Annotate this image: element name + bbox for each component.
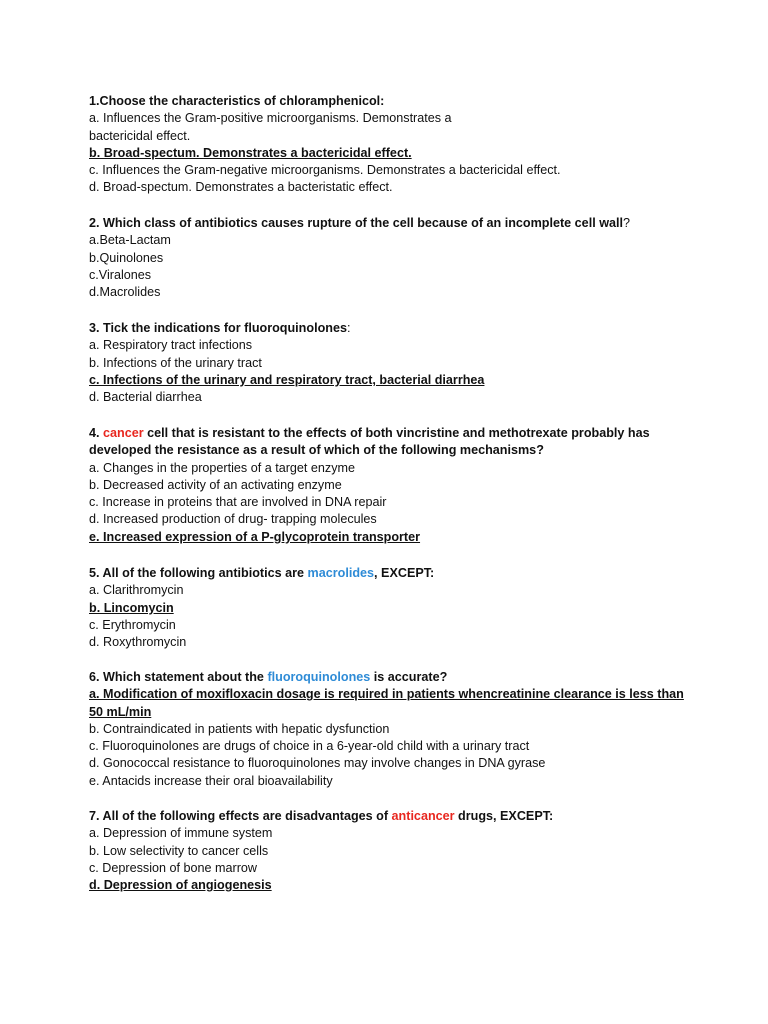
question-5 (89, 565, 689, 651)
question-2-mark: ? (623, 216, 631, 230)
option-1b-answer: b. Broad-spectum. Demonstrates a bactericidal effect. (89, 145, 412, 160)
question-5-text: 5. All of the following antibiotics are (89, 566, 308, 580)
option-1d: d. Broad-spectum. Demonstrates a bacteristatic effect. (89, 180, 393, 195)
question-7 (89, 808, 689, 894)
question-3-title (89, 320, 689, 337)
question-4-text: cell that is resistant to the effects of both vincristine and methotrexate probably has (143, 426, 650, 440)
option-2c: c.Viralones (89, 267, 152, 282)
question-5-suffix: , EXCEPT: (374, 566, 435, 580)
question-6-text: 6. Which statement about the (89, 670, 268, 684)
question-6-suffix: is accurate? (370, 670, 448, 684)
option-2a: a.Beta-Lactam (89, 233, 171, 248)
option-1a: a. Influences the Gram-positive microorganisms. Demonstrates a (89, 111, 452, 126)
question-7-title (89, 808, 689, 825)
highlight-cancer: cancer (103, 426, 144, 440)
option-5d: d. Roxythromycin (89, 635, 187, 650)
option-6d: d. Gonococcal resistance to fluoroquinolones may involve changes in DNA gyrase (89, 756, 546, 771)
option-4c: c. Increase in proteins that are involved in DNA repair (89, 495, 387, 510)
question-2-text: 2. Which class of antibiotics causes rupture of the cell because of an incomplete cell wall (89, 216, 623, 230)
option-4b: b. Decreased activity of an activating enzyme (89, 477, 342, 492)
option-4d: d. Increased production of drug- trapping molecules (89, 512, 377, 527)
question-2-title (89, 215, 689, 232)
option-6b: b. Contraindicated in patients with hepatic dysfunction (89, 721, 390, 736)
option-5b-answer: b. Lincomycin (89, 600, 174, 615)
option-1a-cont: bactericidal effect. (89, 128, 191, 143)
highlight-macrolides: macrolides (307, 566, 375, 580)
option-4e-answer: e. Increased expression of a P-glycoprotein transporter (89, 529, 421, 544)
option-3a: a. Respiratory tract infections (89, 338, 253, 353)
question-5-title (89, 565, 689, 582)
option-2b: b.Quinolones (89, 250, 164, 265)
option-5a: a. Clarithromycin (89, 583, 184, 598)
option-7c: c. Depression of bone marrow (89, 860, 257, 875)
option-3c-answer: c. Infections of the urinary and respiratory tract, bacterial diarrhea (89, 372, 485, 387)
question-1 (89, 93, 689, 197)
option-7d-answer: d. Depression of angiogenesis (89, 878, 272, 893)
option-3d: d. Bacterial diarrhea (89, 390, 202, 405)
question-4-title (89, 425, 689, 442)
option-5c: c. Erythromycin (89, 617, 176, 632)
question-6-title (89, 669, 689, 686)
highlight-anticancer: anticancer (391, 809, 455, 823)
question-6 (89, 669, 689, 790)
option-1c: c. Influences the Gram-negative microorganisms. Demonstrates a bactericidal effect. (89, 163, 561, 178)
option-2d: d.Macrolides (89, 285, 161, 300)
option-7b: b. Low selectivity to cancer cells (89, 843, 269, 858)
question-3-text: 3. Tick the indications for fluoroquinolones (89, 321, 347, 335)
question-3 (89, 320, 689, 406)
option-6e: e. Antacids increase their oral bioavailability (89, 773, 333, 788)
option-7a: a. Depression of immune system (89, 826, 273, 841)
question-1-title: 1.Choose the characteristics of chloramphenicol: (89, 94, 385, 108)
question-7-suffix: drugs, EXCEPT: (454, 809, 554, 823)
option-6a-answer: a. Modification of moxifloxacin dosage is required in patients whencreatinine clearance is less than 50 mL/min (89, 687, 684, 719)
option-4a: a. Changes in the properties of a target enzyme (89, 460, 356, 475)
option-3b: b. Infections of the urinary tract (89, 355, 262, 370)
highlight-fluoroquinolones: fluoroquinolones (267, 670, 371, 684)
question-4 (89, 425, 689, 546)
question-2 (89, 215, 689, 301)
question-4-number: 4. (89, 426, 104, 440)
question-3-mark: : (346, 321, 351, 335)
question-7-text: 7. All of the following effects are disadvantages of (89, 809, 392, 823)
question-4-title-cont: developed the resistance as a result of which of the following mechanisms? (89, 443, 544, 458)
option-6c: c. Fluoroquinolones are drugs of choice in a 6-year-old child with a urinary tract (89, 739, 530, 754)
